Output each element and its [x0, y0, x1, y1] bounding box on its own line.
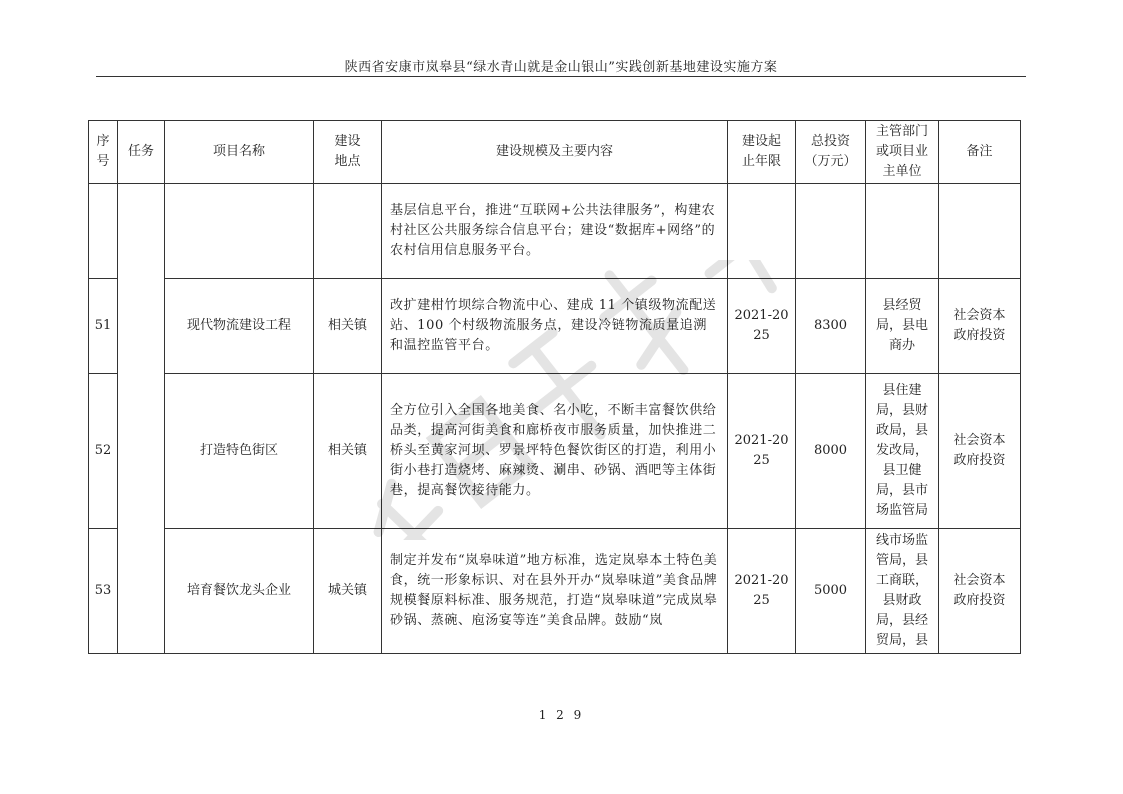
cell-invest: 8000 [796, 374, 866, 529]
cell-period: 2021-20 25 [728, 279, 796, 374]
page-header-title: 陕西省安康市岚皋县“绿水青山就是金山银山”实践创新基地建设实施方案 [344, 60, 778, 75]
col-header-content: 建设规模及主要内容 [382, 121, 728, 184]
col-header-task: 任务 [118, 121, 165, 184]
cell-site: 相关镇 [314, 279, 382, 374]
cell-content: 改扩建柑竹坝综合物流中心、建成 11 个镇级物流配送站、100 个村级物流服务点，建设冷链物流质量追溯和温控监管平台。 [382, 279, 728, 374]
cell-seq: 51 [89, 279, 118, 374]
cell-invest: 8300 [796, 279, 866, 374]
col-header-site: 建设 地点 [314, 121, 382, 184]
cell-name [165, 184, 314, 279]
col-header-dept: 主管部门 或项目业 主单位 [866, 121, 939, 184]
col-header-seq: 序 号 [89, 121, 118, 184]
cell-site [314, 184, 382, 279]
cell-content: 全方位引入全国各地美食、名小吃，不断丰富餐饮供给品类，提高河街美食和廊桥夜市服务质量，加快推进二桥头至黄家河坝、罗景坪特色餐饮街区的打造，利用小街小巷打造烧烤、麻辣烫、涮串、砂锅、酒吧等主体街巷，提高餐饮接待能力。 [382, 374, 728, 529]
cell-content: 制定并发布“岚皋味道”地方标准，选定岚皋本土特色美食，统一形象标识、对在县外开办“岚皋味道”美食品牌规模餐原料标准、服务规范，打造“岚皋味道”完成岚皋砂锅、蒸碗、庖汤宴等连”美食品牌。鼓励“岚 [382, 529, 728, 654]
cell-seq: 53 [89, 529, 118, 654]
cell-content: 基层信息平台，推进“互联网+公共法律服务”，构建农村社区公共服务综合信息平台；建设“数据库+网络”的农村信用信息服务平台。 [382, 184, 728, 279]
cell-dept: 县住建 局，县财 政局，县 发改局， 县卫健 局，县市 场监管局 [866, 374, 939, 529]
cell-note: 社会资本 政府投资 [939, 279, 1021, 374]
cell-invest: 5000 [796, 529, 866, 654]
cell-seq [89, 184, 118, 279]
cell-note: 社会资本 政府投资 [939, 529, 1021, 654]
table-header-row [89, 121, 1021, 184]
cell-name: 培育餐饮龙头企业 [165, 529, 314, 654]
table-row [89, 374, 1021, 529]
cell-dept [866, 184, 939, 279]
cell-site: 相关镇 [314, 374, 382, 529]
col-header-name: 项目名称 [165, 121, 314, 184]
cell-task [118, 184, 165, 654]
cell-note [939, 184, 1021, 279]
col-header-period: 建设起 止年限 [728, 121, 796, 184]
table-row [89, 184, 1021, 279]
table-row [89, 279, 1021, 374]
col-header-note: 备注 [939, 121, 1021, 184]
cell-period: 2021-20 25 [728, 529, 796, 654]
cell-dept: 县经贸 局，县电 商办 [866, 279, 939, 374]
cell-invest [796, 184, 866, 279]
project-table [88, 120, 1021, 654]
header-divider [96, 76, 1026, 77]
col-header-invest: 总投资 （万元） [796, 121, 866, 184]
cell-name: 打造特色街区 [165, 374, 314, 529]
cell-period [728, 184, 796, 279]
page-number: 1 2 9 [538, 708, 585, 722]
cell-dept: 线市场监 管局，县 工商联， 县财政 局，县经 贸局，县 [866, 529, 939, 654]
cell-site: 城关镇 [314, 529, 382, 654]
cell-period: 2021-20 25 [728, 374, 796, 529]
table-row [89, 529, 1021, 654]
cell-seq: 52 [89, 374, 118, 529]
cell-name: 现代物流建设工程 [165, 279, 314, 374]
cell-note: 社会资本 政府投资 [939, 374, 1021, 529]
